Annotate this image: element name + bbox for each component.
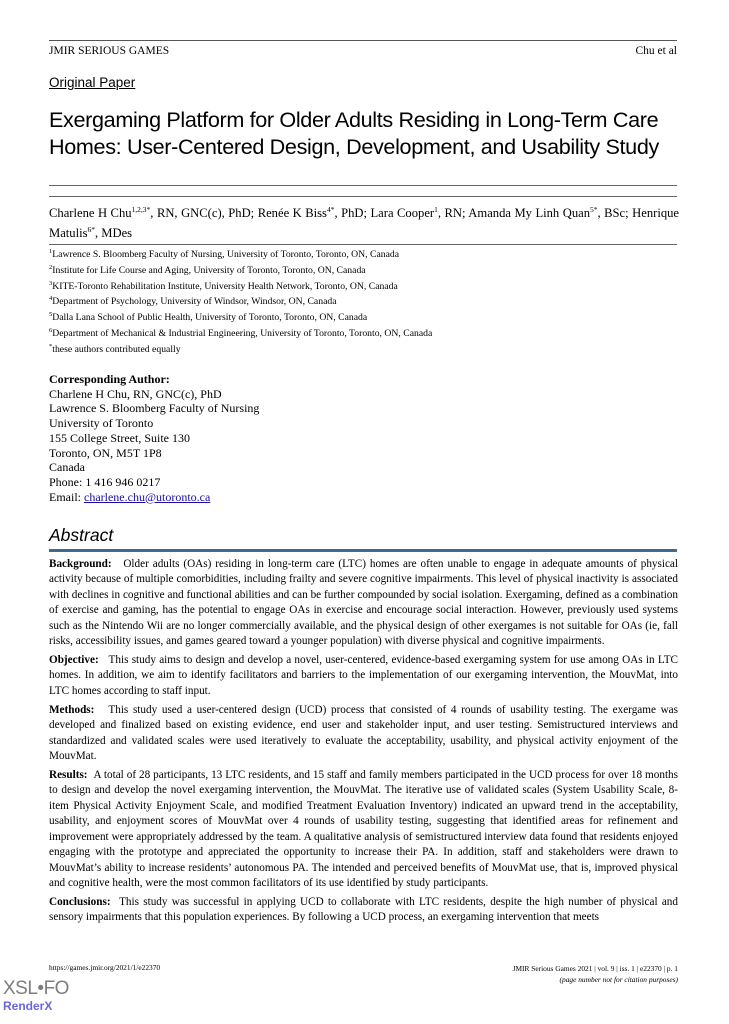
journal-name: JMIR SERIOUS GAMES: [49, 45, 170, 57]
equal-contribution-note: *these authors contributed equally: [49, 342, 181, 355]
abstract-results: Results: A total of 28 participants, 13 LTC residents, and 15 staff and family members participated in the UCD process for over 18 months to design and develop the novel exergaming intervention, the MouvMat. The iterative use of validated scales (System Usability Scale, 8-item Physical Activity Enjoyment Scale, and modified Treatment Evaluation Inventory) indicated an upward trend in the acceptability, usability, and enjoyment scores of MouvMat over 4 rounds of usability testing, suggesting that identified areas for refinement and improvement were appropriately addressed by the team. A qualitative analysis of semistructured interview data found that residents enjoyed engaging with the prototype and appreciated the opportunity to increase their PA. In addition, staff and stakeholders were drawn to MouvMat’s ability to increase residents’ autonomous PA. The intended and perceived benefits of MouvMat use, that is, improved physical and cognitive health, were the most common facilitators of its use identified by study participants.: [49, 769, 678, 889]
affiliation: $^4$Department of Psychology, University of Windsor, Windsor, ON, Canada: [49, 295, 337, 308]
affiliation: $^3$KITE-Toronto Rehabilitation Institute, University Health Network, Toronto, ON, Canada: [49, 279, 398, 292]
authors-rule: [49, 244, 677, 245]
affiliations: [49, 247, 432, 358]
header-rule: [49, 40, 677, 41]
author: Henrique Matulis$^{6*}$, MDes: [49, 206, 680, 240]
corresponding-author-phone: Phone: 1 416 946 0217: [49, 474, 161, 489]
abstract-objective: Objective: This study aims to design and develop a novel, user-centered, evidence-based exergaming system for use among OAs in LTC homes. In addition, we aim to identify facilitators and barriers to the implementation of our exergaming intervention, the MouvMat, into LTC homes according to staff input.: [49, 654, 678, 697]
corresponding-author-city: Toronto, ON, M5T 1P8: [49, 445, 162, 460]
corresponding-author-name: Charlene H Chu, RN, GNC(c), PhD: [49, 386, 222, 401]
author: Amanda My Linh Quan$^{5*}$, BSc;: [468, 205, 633, 220]
email-link[interactable]: charlene.chu@utoronto.ca: [84, 489, 211, 504]
citation-line: JMIR Serious Games 2021 | vol. 9 | iss. 1 | e22370 | p. 1: [512, 964, 678, 973]
footer-citation: [513, 963, 678, 985]
renderx-logo-text: RenderX: [3, 999, 53, 1013]
page-number-note: (page number not for citation purposes): [559, 975, 678, 984]
corresponding-author-faculty: Lawrence S. Bloomberg Faculty of Nursing: [49, 401, 260, 416]
abstract-methods: Methods: This study used a user-centered design (UCD) process that consisted of 4 rounds of usability testing. The exergame was developed and finalized based on existing evidence, end user and stakeholder input, and user testing. Semistructured interviews and standardized and validated scales were used iteratively to evaluate the acceptability, usability, and physical activity enjoyment of the MouvMat.: [49, 703, 679, 763]
corresponding-author-country: Canada: [49, 460, 85, 475]
corresponding-author-email-line: Email: charlene.chu@utoronto.ca: [49, 489, 211, 504]
author: Charlene H Chu$^{1,2,3*}$, RN, GNC(c), PhD;: [49, 205, 258, 220]
abstract-background: Background: Older adults (OAs) residing in long-term care (LTC) homes are often unable to engage in adequate amounts of physical activity because of multiple comorbidities, including frailty and severe cognitive impairments. This level of physical inactivity is associated with declines in cognitive and functional abilities and can be further compounded by social isolation. Exergaming, defined as a combination of exercise and gaming, has the potential to engage OAs in exercise and encourage social interaction. However, previously used systems such as the Nintendo Wii are no longer commercially available, and the physical design of other exergames is not suitable for OAs (ie, fall risks, accessibility issues, and games geared toward a younger population) with diverse physical and cognitive impairments.: [49, 558, 679, 648]
running-head: [49, 45, 677, 57]
author: Lara Cooper$^1$, RN;: [370, 205, 469, 220]
author: Renée K Biss$^{4*}$, PhD;: [257, 205, 371, 220]
title-rule-2: [49, 196, 677, 197]
article-title: Exergaming Platform for Older Adults Residing in Long-Term Care Homes: User-Centered Design, Development, and Usability Study: [49, 107, 659, 159]
corresponding-author-university: University of Toronto: [49, 416, 154, 431]
title-rule-1: [49, 185, 677, 186]
abstract-body: [49, 557, 678, 929]
affiliation: $^1$Lawrence S. Bloomberg Faculty of Nursing, University of Toronto, Toronto, ON, Canada: [49, 248, 400, 260]
footer-url: https://games.jmir.org/2021/1/e22370: [49, 963, 161, 972]
renderx-logo: [3, 978, 69, 1013]
abstract-rule: [49, 549, 677, 552]
corresponding-author-heading: Corresponding Author:: [49, 372, 170, 386]
abstract-conclusions: Conclusions: This study was successful in applying UCD to collaborate with LTC residents, despite the high number of physical and sensory impairments that this population experiences. By following a UCD process, an exergaming intervention that meets: [49, 895, 678, 924]
affiliation: $^2$Institute for Life Course and Aging, University of Toronto, Toronto, ON, Canada: [49, 263, 366, 276]
affiliation: $^6$Department of Mechanical & Industrial Engineering, University of Toronto, Toronto, ON, Canada: [49, 326, 433, 339]
corresponding-author: [49, 372, 259, 504]
article-type: Original Paper: [49, 75, 136, 90]
abstract-heading: Abstract: [49, 525, 114, 545]
running-authors: Chu et al: [635, 45, 677, 57]
affiliation: $^5$Dalla Lana School of Public Health, University of Toronto, Toronto, ON, Canada: [49, 311, 368, 324]
corresponding-author-street: 155 College Street, Suite 130: [49, 430, 190, 445]
xslfo-logo-text: XSL•FO: [3, 978, 69, 999]
author-list: [49, 203, 679, 243]
